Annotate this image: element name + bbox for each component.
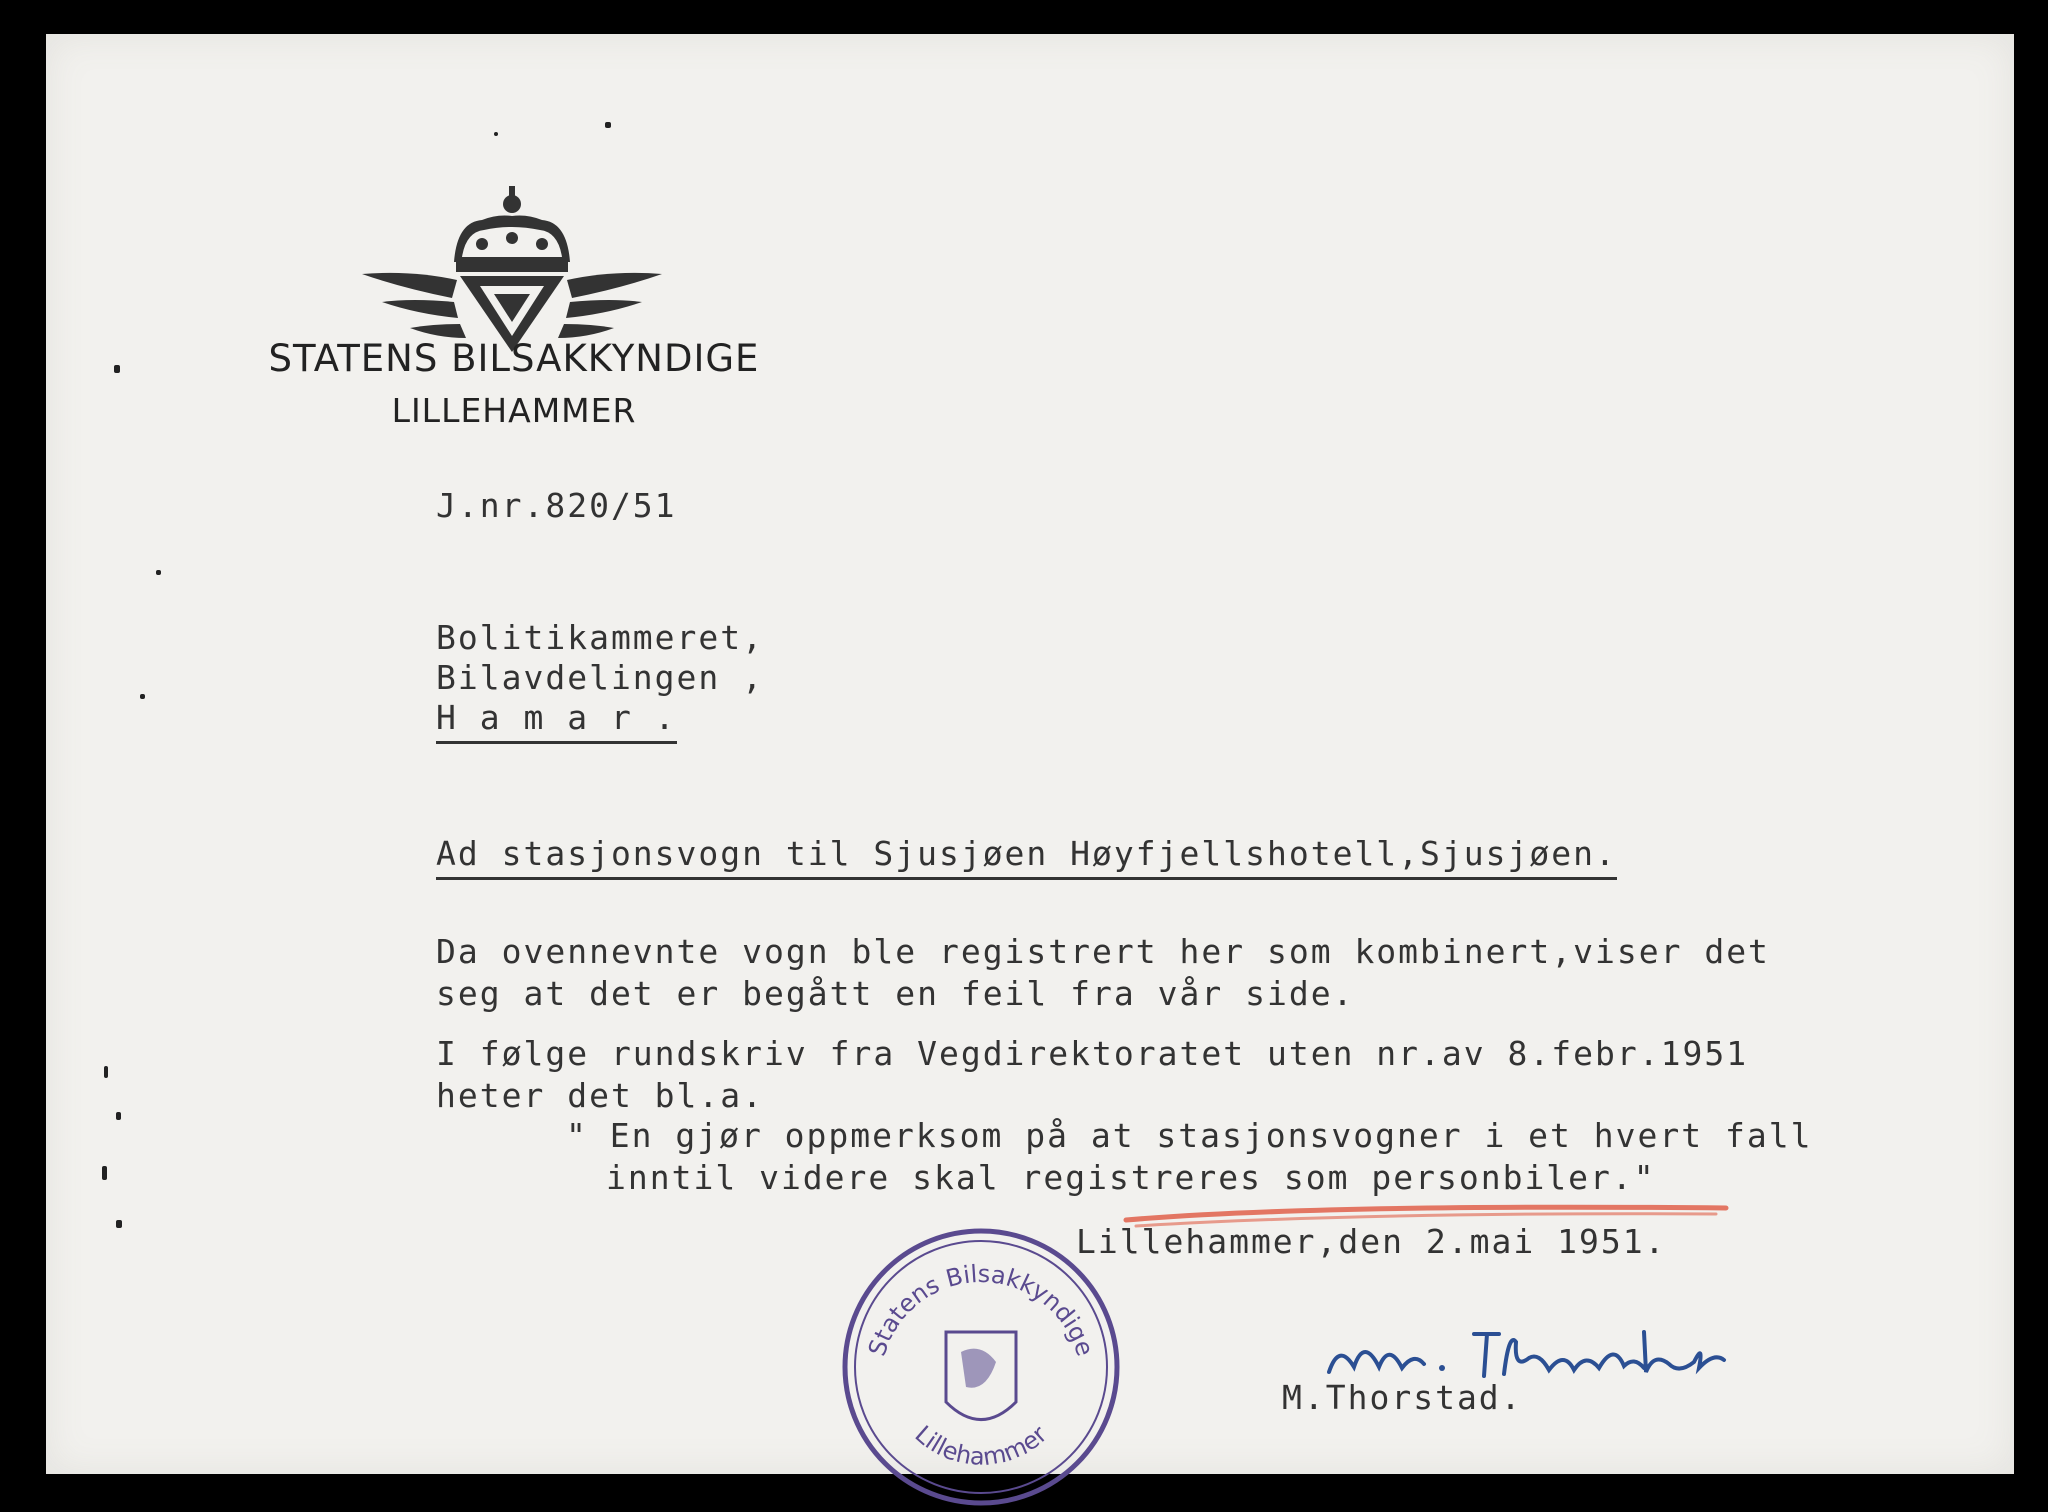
edge-mark: [102, 1166, 107, 1180]
quote-line-1: " En gjør oppmerksom på at stasjonsvogner i et hvert fall: [566, 1116, 1813, 1155]
edge-mark: [114, 365, 120, 373]
edge-mark: [104, 1066, 108, 1078]
crown-emblem-icon: [362, 152, 662, 367]
official-stamp: [836, 1222, 1126, 1512]
svg-text:Statens Bilsakkyndige: [863, 1260, 1099, 1360]
organization-city: LILLEHAMMER: [391, 391, 637, 431]
recipient-line-2: Bilavdelingen ,: [436, 658, 765, 697]
organization-name: STATENS BILSAKKYNDIGE: [268, 337, 760, 380]
edge-mark: [156, 570, 161, 575]
place-date: Lillehammer,den 2.mai 1951.: [1076, 1222, 1667, 1261]
recipient-line-3: H a m a r .: [436, 698, 677, 744]
edge-mark: [116, 1112, 121, 1120]
typed-signature-name: M.Thorstad.: [1282, 1378, 1523, 1417]
recipient-line-1: Bolitikammeret,: [436, 618, 765, 657]
edge-mark: [605, 122, 611, 128]
journal-number: J.nr.820/51: [436, 486, 677, 525]
stamp-text-top: Statens Bilsakkyndige: [862, 1259, 1100, 1360]
body-p1-line-1: Da ovennevnte vogn ble registrert her som kombinert,viser det: [436, 932, 1770, 971]
edge-mark: [494, 132, 498, 136]
body-p1-line-2: seg at det er begått en feil fra vår side.: [436, 974, 1355, 1013]
stamp-text-bottom: Lillehammer: [909, 1420, 1053, 1472]
quote-line-2: inntil videre skal registreres som personbiler.": [606, 1158, 1656, 1197]
svg-text:Lillehammer: [910, 1420, 1053, 1471]
subject-line: Ad stasjonsvogn til Sjusjøen Høyfjellshotell,Sjusjøen.: [436, 834, 1617, 880]
edge-mark: [140, 694, 145, 699]
letter-page: [46, 34, 2014, 1474]
letterhead: [174, 337, 854, 431]
edge-mark: [116, 1220, 122, 1228]
body-p2-line-1: I følge rundskriv fra Vegdirektoratet uten nr.av 8.febr.1951: [436, 1034, 1749, 1073]
body-p2-line-2: heter det bl.a.: [436, 1076, 765, 1115]
